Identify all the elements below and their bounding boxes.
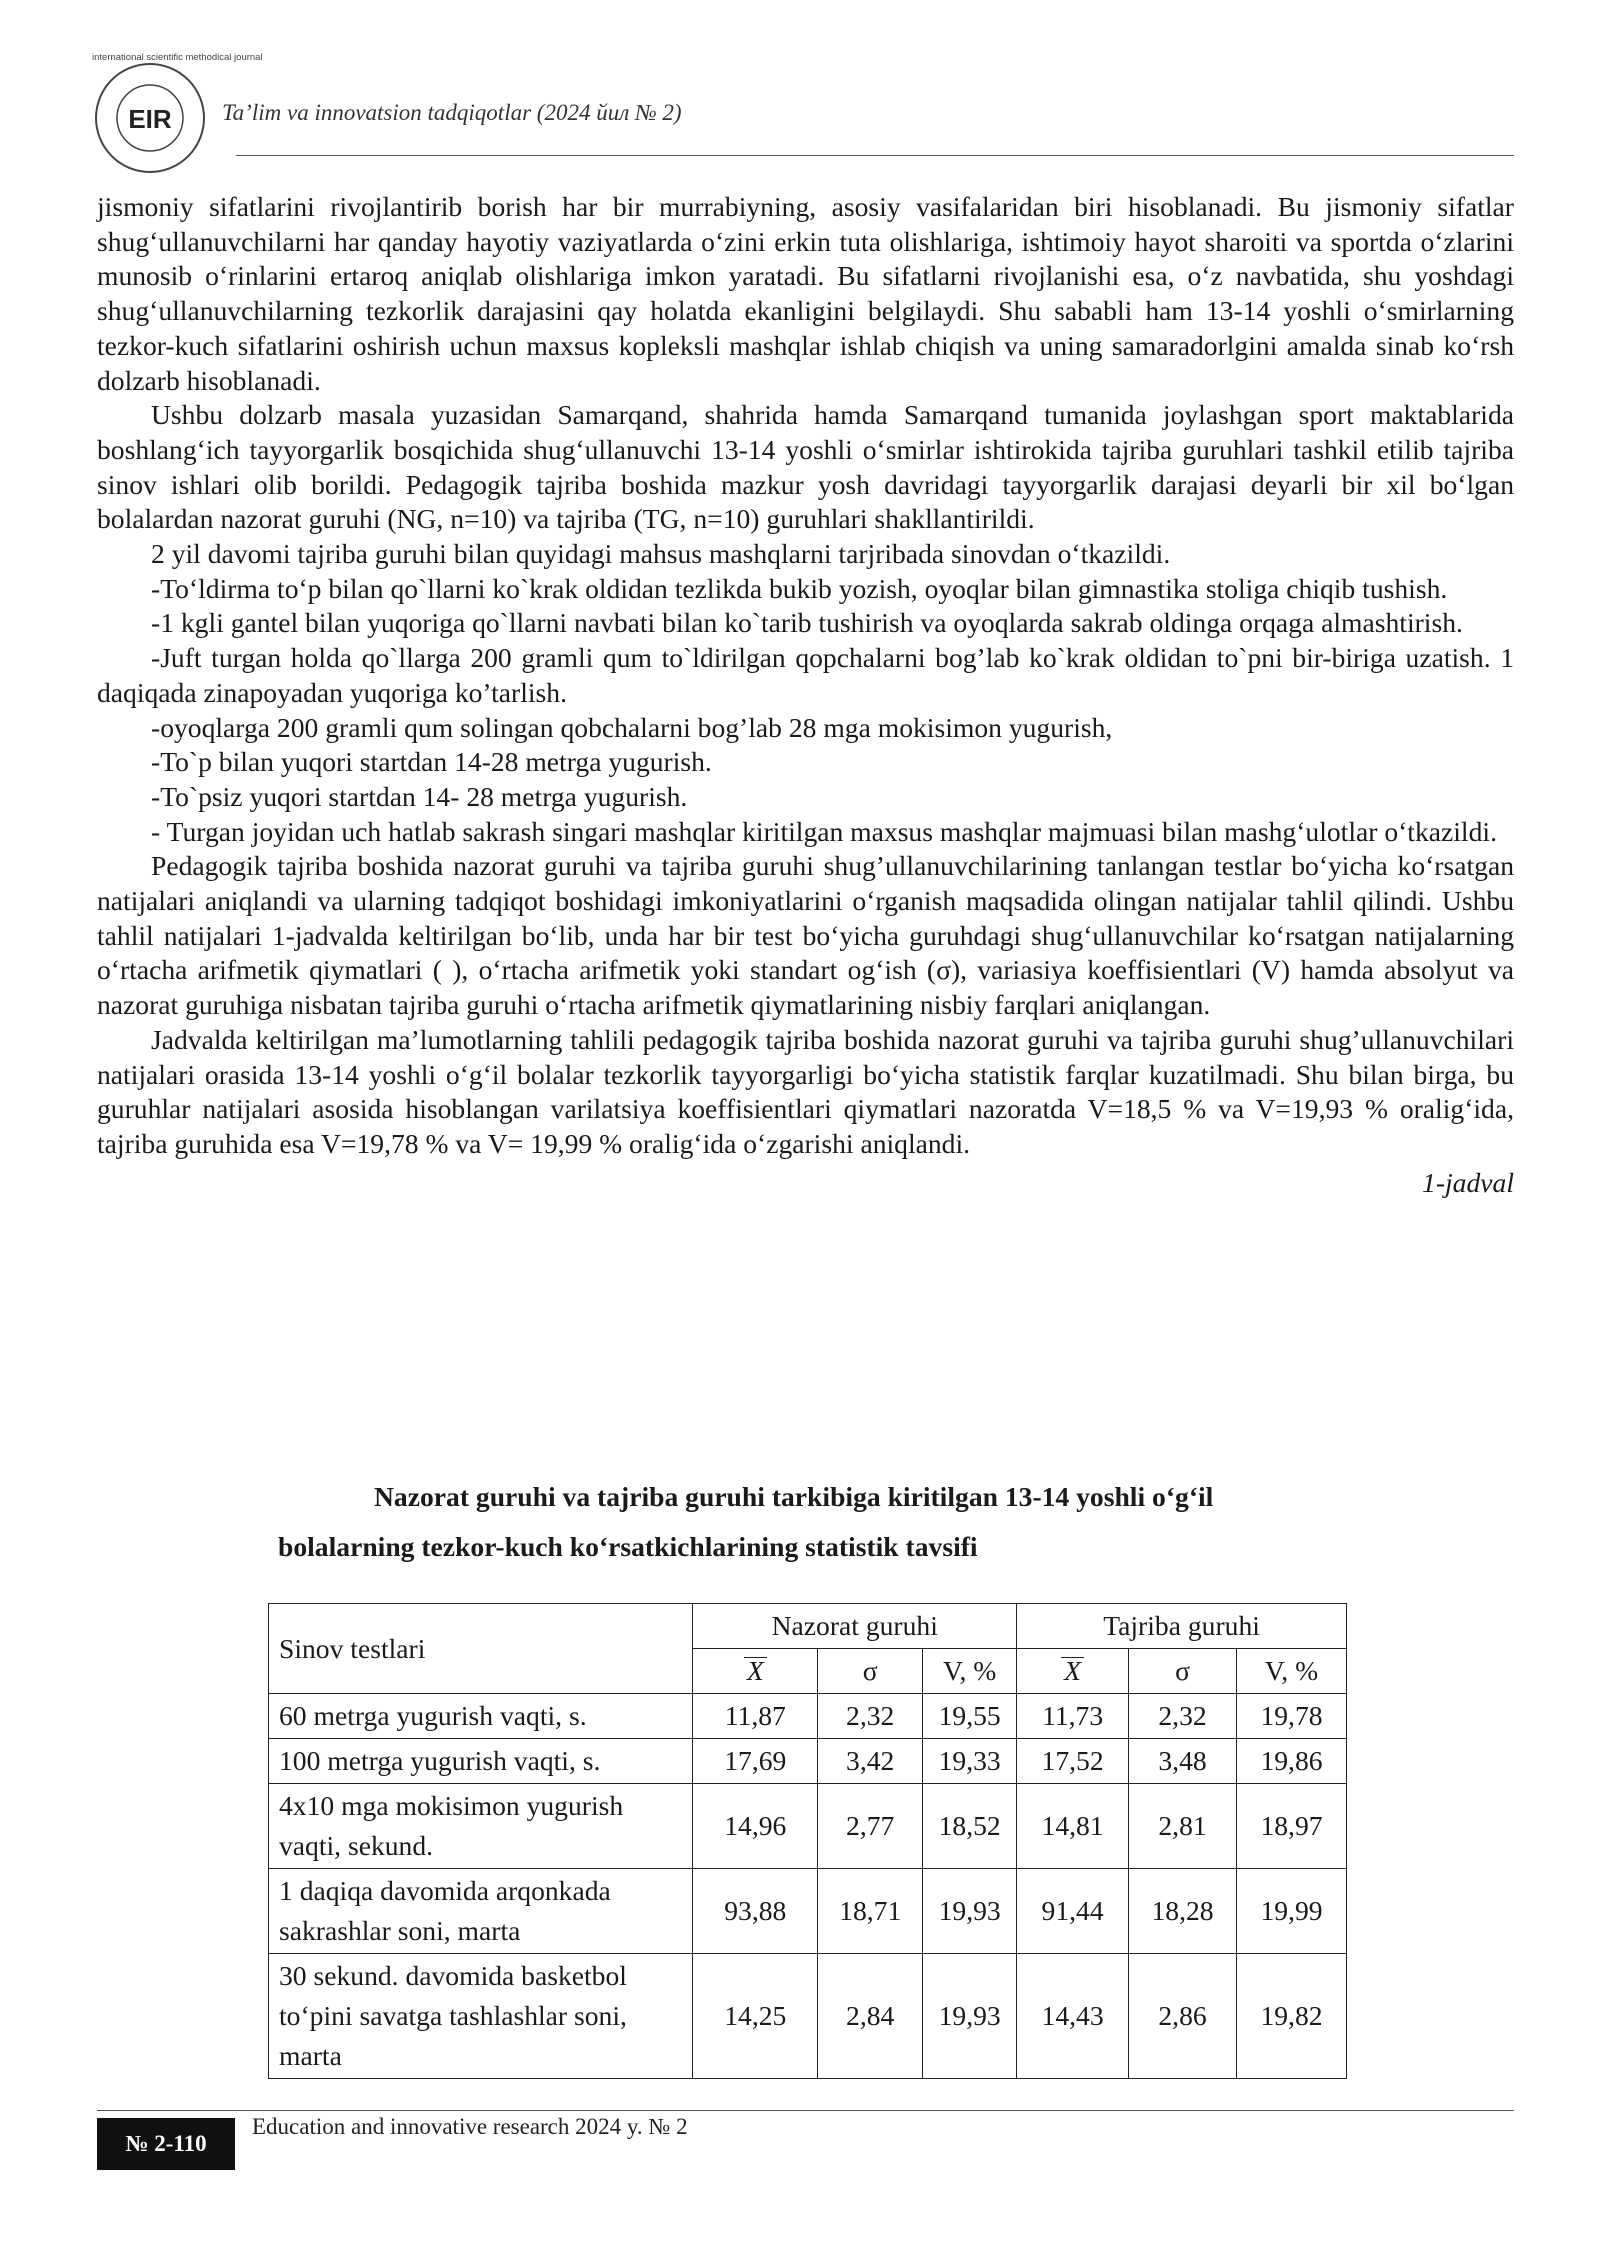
sigma-header: σ (818, 1649, 923, 1694)
table-title-line: bolalarning tezkor-kuch ko‘rsatkichlarining statistik tavsifi (278, 1531, 978, 1562)
test-column-header: Sinov testlari (269, 1604, 693, 1694)
cell: 2,32 (1129, 1694, 1237, 1739)
row-label: 100 metrga yugurish vaqti, s. (269, 1739, 693, 1784)
cell: 14,43 (1017, 1954, 1129, 2079)
cell: 19,82 (1237, 1954, 1347, 2079)
cell: 17,52 (1017, 1739, 1129, 1784)
cell: 18,97 (1237, 1784, 1347, 1869)
list-item: -To`psiz yuqori startdan 14- 28 metrga yugurish. (151, 780, 688, 812)
variation-header: V, % (1237, 1649, 1347, 1694)
sigma-header: σ (1129, 1649, 1237, 1694)
cell: 18,52 (923, 1784, 1017, 1869)
footer-journal-text: Education and innovative research 2024 y. № 2 (252, 2114, 688, 2139)
cell: 18,71 (818, 1869, 923, 1954)
paragraph: Jadvalda keltirilgan ma’lumotlarning tahlili pedagogik tajriba boshida nazorat guruhi va tajriba guruhi shug’ullanuvchilari natijalari orasida 13-14 yoshli o‘g‘il bolalar tezkorlik tayyorgarligi bo‘yicha statistik farqlar kuzatilmadi. Shu bilan birga, bu guruhlar natijalari asosida hisoblangan varilatsiya koeffisientlari qiymatlari nazoratda V=18,5 % va V=19,93 % oralig‘ida, tajriba guruhida esa V=19,78 % va V= 19,99 % oralig‘ida o‘zgarishi aniqlandi. (97, 1023, 1514, 1159)
cell: 91,44 (1017, 1869, 1129, 1954)
table-row (269, 1869, 1347, 1954)
cell: 11,73 (1017, 1694, 1129, 1739)
list-item: -Juft turgan holda qo`llarga 200 gramli qum to`ldirilgan qopchalarni bog’lab ko`krak oldidan to`pni bir-biriga uzatish. 1 daqiqada zinapoyadan yuqoriga ko’tarlish. (97, 642, 1514, 708)
cell: 2,32 (818, 1694, 923, 1739)
cell: 19,93 (923, 1954, 1017, 2079)
statistics-table (268, 1603, 1347, 2079)
journal-logo (92, 52, 263, 176)
table-row (269, 1784, 1347, 1869)
paragraph: jismoniy sifatlarini rivojlantirib borish har bir murrabiyning, asosiy vasifalaridan biri hisoblanadi. Bu jismoniy sifatlar shug‘ullanuvchilarni har qanday hayotiy vaziyatlarda o‘zini erkin tuta olishlariga, ishtimoiy hayot sharoiti va sportda o‘zlarini munosib o‘rinlarini ertaroq aniqlab olishlariga imkon yaratadi. Bu sifatlarni rivojlanishi esa, o‘z navbatida, shu yoshdagi shug‘ullanuvchilarning tezkorlik darajasini qay holatda ekanligini belgilaydi. Shu sababli ham 13-14 yoshli o‘smirlarning tezkor-kuch sifatlarini oshirish uchun maxsus kopleksli mashqlar ishlab chiqish va uning samaradorlgini amalda sinab ko‘rsh dolzarb hisoblanadi. (97, 191, 1514, 396)
control-group-header: Nazorat guruhi (693, 1604, 1017, 1649)
table-caption: 1-jadval (1422, 1166, 1514, 1198)
mean-header: X (693, 1649, 818, 1694)
footer-divider (97, 2110, 1514, 2111)
cell: 3,42 (818, 1739, 923, 1784)
table-row (269, 1954, 1347, 2079)
cell: 14,25 (693, 1954, 818, 2079)
logo-ring-text: international scientific methodical journal (92, 52, 263, 63)
cell: 19,99 (1237, 1869, 1347, 1954)
table-header-row (269, 1604, 1347, 1649)
table-row (269, 1694, 1347, 1739)
list-item: -To‘ldirma to‘p bilan qo`llarni ko`krak oldidan tezlikda bukib yozish, oyoqlar bilan gimnastika stoliga chiqib tushish. (151, 572, 1448, 604)
cell: 19,78 (1237, 1694, 1347, 1739)
paragraph: Pedagogik tajriba boshida nazorat guruhi va tajriba guruhi shug’ullanuvchilarining tanlangan testlar bo‘yicha ko‘rsatgan natijalari aniqlandi va ularning tadqiqot boshidagi imkoniyatlarini o‘rganish maqsadida olingan natijalar tahlil qilindi. Ushbu tahlil natijalari 1-jadvalda keltirilgan bo‘lib, unda har bir test bo‘yicha guruhdagi shug‘ullanuvchilar ko‘rsatgan natijalarning o‘rtacha arifmetik qiymatlari ( ), o‘rtacha arifmetik yoki standart og‘ish (σ), variasiya koeffisientlari (V) hamda absolyut va nazorat guruhiga nisbatan tajriba guruhi o‘rtacha arifmetik qiymatlarining nisbiy farqlari aniqlangan. (97, 850, 1514, 1021)
article-body (97, 190, 1514, 1200)
list-item: - Turgan joyidan uch hatlab sakrash singari mashqlar kiritilgan maxsus mashqlar majmuasi bilan mashg‘ulotlar o‘tkazildi. (151, 815, 1497, 847)
cell: 19,33 (923, 1739, 1017, 1784)
list-item: -oyoqlarga 200 gramli qum solingan qobchalarni bog’lab 28 mga mokisimon yugurish, (151, 711, 1113, 743)
row-label: 30 sekund. davomida basketbol to‘pini savatga tashlashlar soni, marta (269, 1954, 693, 2079)
table-row (269, 1739, 1347, 1784)
mean-header: X (1017, 1649, 1129, 1694)
cell: 93,88 (693, 1869, 818, 1954)
cell: 18,28 (1129, 1869, 1237, 1954)
cell: 2,84 (818, 1954, 923, 2079)
list-item: -1 kgli gantel bilan yuqoriga qo`llarni navbati bilan ko`tarib tushirish va oyoqlarda sakrab oldinga orqaga almashtirish. (151, 607, 1463, 639)
logo-mark: EIR (128, 104, 172, 134)
experimental-group-header: Tajriba guruhi (1017, 1604, 1347, 1649)
cell: 2,77 (818, 1784, 923, 1869)
list-item: -To`p bilan yuqori startdan 14-28 metrga yugurish. (151, 746, 712, 778)
table-title-line: Nazorat guruhi va tajriba guruhi tarkibiga kiritilgan 13-14 yoshli o‘g‘il (374, 1481, 1214, 1512)
cell: 3,48 (1129, 1739, 1237, 1784)
cell: 11,87 (693, 1694, 818, 1739)
paragraph: 2 yil davomi tajriba guruhi bilan quyidagi mahsus mashqlarni tarjribada sinovdan o‘tkazildi. (151, 538, 1171, 570)
journal-title: Ta’lim va innovatsion tadqiqotlar (2024 йил № 2) (222, 100, 682, 125)
table-title (278, 1472, 1378, 1572)
variation-header: V, % (923, 1649, 1017, 1694)
cell: 19,55 (923, 1694, 1017, 1739)
cell: 19,86 (1237, 1739, 1347, 1784)
cell: 17,69 (693, 1739, 818, 1784)
cell: 2,86 (1129, 1954, 1237, 2079)
row-label: 60 metrga yugurish vaqti, s. (269, 1694, 693, 1739)
row-label: 4x10 mga mokisimon yugurish vaqti, sekund. (269, 1784, 693, 1869)
page-number-badge: № 2-110 (97, 2118, 235, 2170)
cell: 19,93 (923, 1869, 1017, 1954)
paragraph: Ushbu dolzarb masala yuzasidan Samarqand, shahrida hamda Samarqand tumanida joylashgan sport maktablarida boshlang‘ich tayyorgarlik bosqichida shug‘ullanuvchi 13-14 yoshli o‘smirlar ishtirokida tajriba guruhlari tashkil etilib tajriba sinov ishlari olib borildi. Pedagogik tajriba boshida mazkur yosh davridagi tayyorgarlik darajasi deyarli bir xil bo‘lgan bolalardan nazorat guruhi (NG, n=10) va tajriba (TG, n=10) guruhlari shakllantirildi. (97, 399, 1514, 535)
cell: 14,96 (693, 1784, 818, 1869)
cell: 2,81 (1129, 1784, 1237, 1869)
row-label: 1 daqiqa davomida arqonkada sakrashlar soni, marta (269, 1869, 693, 1954)
cell: 14,81 (1017, 1784, 1129, 1869)
header-divider (236, 155, 1514, 156)
